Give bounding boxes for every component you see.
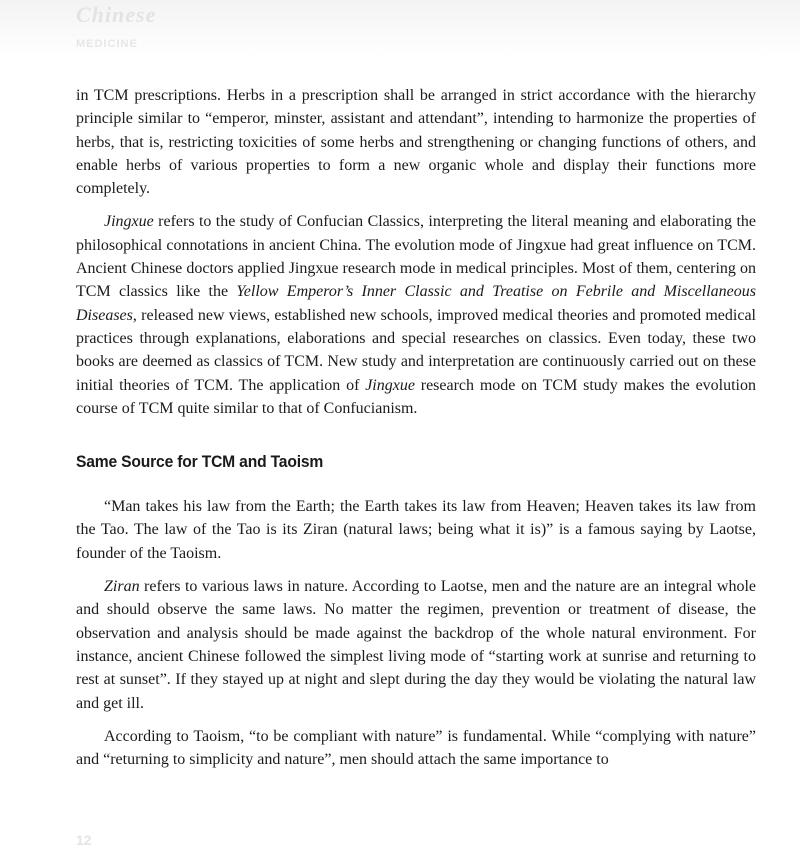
- paragraph-jingxue-text-2: , released new views, established new schools, improved medical theories and promoted medical practices through explanations, elaborations and special researches on classics. Even today, these two books are deemed as classics of TCM. New study and interpretation are continuously carried out on these initial theories of TCM. The application of: [76, 306, 756, 394]
- paragraph-laotse-quote: “Man takes his law from the Earth; the Earth takes its law from Heaven; Heaven takes its law from the Tao. The law of the Tao is its Ziran (natural laws; being what it is)” is a famous saying by Laotse, founder of the Taoism.: [76, 498, 756, 562]
- paragraph-jingxue-text-1: refers to the study of Confucian Classics, interpreting the literal meaning and elaborating the philosophical connotations in ancient China. The evolution mode of Jingxue had great influence on TCM. Ancient Chinese doctors applied Jingxue research mode in medical principles. Most of them, centering on TCM classics like the: [76, 213, 756, 301]
- book-title-italic: Yellow Emperor’s Inner Classic and Treatise on Febrile and Miscellaneous Diseases: [76, 283, 756, 324]
- paragraph-jingxue-text-3: research mode on TCM study makes the evolution course of TCM quite similar to that of Confucianism.: [76, 376, 757, 417]
- paragraph-prescriptions: in TCM prescriptions. Herbs in a prescription shall be arranged in strict accordance with the hierarchy principle similar to “emperor, minster, assistant and attendant”, intending to harmonize the properties of herbs, that is, restricting toxicities of some herbs and strengthening or changing functions of others, and enable herbs of various properties to form a new organic whole and display their functions more completely.: [76, 87, 756, 198]
- section-heading: Same Source for TCM and Taoism: [76, 452, 324, 472]
- page-content: [76, 84, 756, 781]
- header-watermark-title: Chinese: [76, 2, 157, 27]
- page-number: 12: [76, 832, 92, 848]
- paragraph-jingxue: [76, 210, 756, 420]
- page-header-band: [0, 0, 800, 56]
- term-jingxue-2: Jingxue: [365, 376, 415, 394]
- term-jingxue: Jingxue: [104, 213, 154, 231]
- term-ziran: Ziran: [104, 578, 140, 596]
- paragraph-taoism: According to Taoism, “to be compliant with nature” is fundamental. While “complying with nature” and “returning to simplicity and nature”, men should attach the same importance to: [76, 727, 756, 769]
- paragraph-ziran: [76, 575, 756, 715]
- paragraph-ziran-text: refers to various laws in nature. According to Laotse, men and the nature are an integral whole and should observe the same laws. No matter the regimen, prevention or treatment of disease, the observation and analysis should be made against the backdrop of the whole natural environment. For instance, ancient Chinese followed the simplest living mode of “starting work at sunrise and returning to rest at sunset”. If they stayed up at night and slept during the day they would be violating the natural law and get ill.: [76, 578, 756, 712]
- header-watermark-subtitle: MEDICINE: [76, 38, 138, 50]
